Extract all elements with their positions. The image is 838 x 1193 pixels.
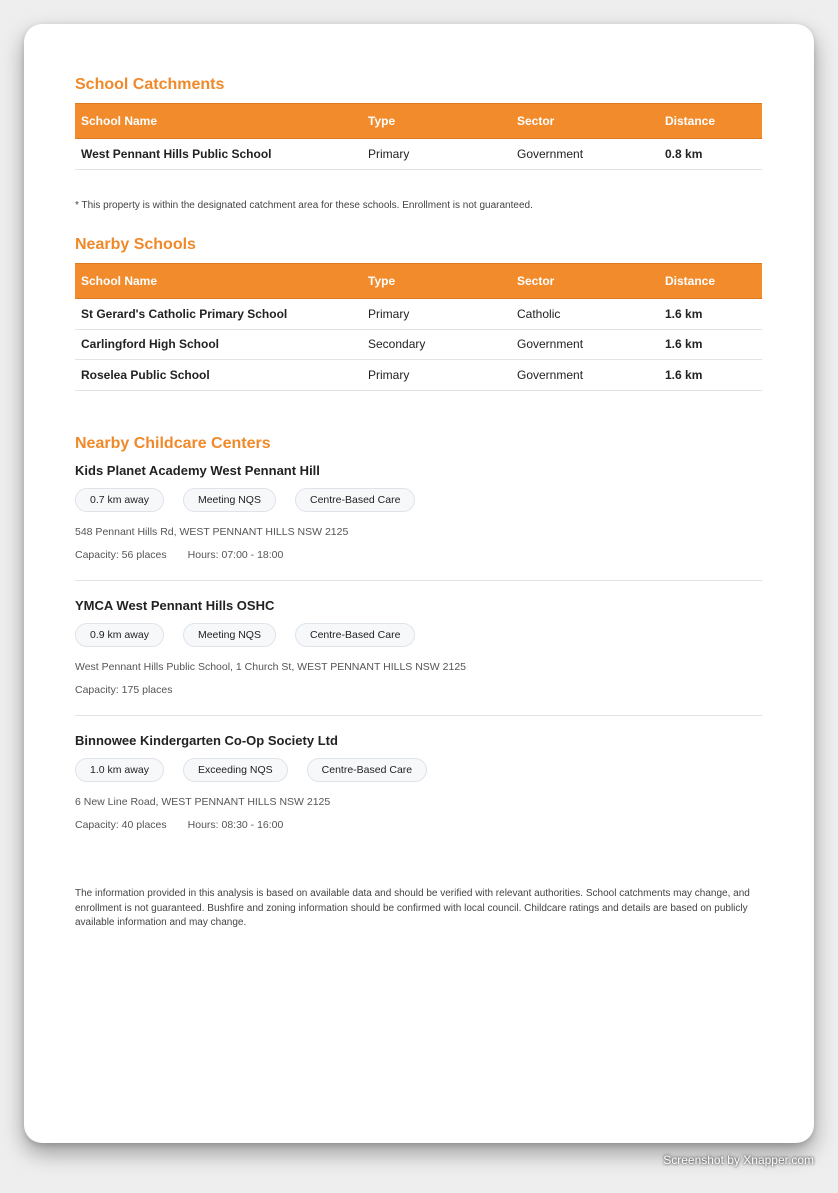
report-card: [24, 24, 814, 1143]
school-name-cell: West Pennant Hills Public School: [75, 139, 362, 170]
school-name-cell: Carlingford High School: [75, 329, 362, 360]
header-sector: Sector: [511, 104, 659, 139]
catchments-title: School Catchments: [75, 76, 225, 93]
header-type: Type: [362, 264, 511, 299]
header-school-name: School Name: [75, 264, 362, 299]
childcare-address: 6 New Line Road, WEST PENNANT HILLS NSW 2125: [75, 796, 331, 808]
school-type-cell: Secondary: [362, 329, 511, 360]
childcare-hours: Hours: 07:00 - 18:00: [187, 549, 284, 561]
school-distance-cell: 1.6 km: [659, 299, 762, 330]
childcare-center-name: Binnowee Kindergarten Co-Op Society Ltd: [75, 733, 338, 748]
school-name-cell: St Gerard's Catholic Primary School: [75, 299, 362, 330]
childcare-meta: [75, 819, 283, 831]
table-row: [75, 139, 762, 170]
childcare-capacity: Capacity: 40 places: [75, 819, 167, 831]
school-distance-cell: 0.8 km: [659, 139, 762, 170]
childcare-title: Nearby Childcare Centers: [75, 435, 271, 452]
distance-badge: 1.0 km away: [75, 758, 164, 782]
school-sector-cell: Government: [511, 360, 659, 391]
school-type-cell: Primary: [362, 139, 511, 170]
care-type-badge: Centre-Based Care: [295, 623, 415, 647]
disclaimer-text: The information provided in this analysis is based on available data and should be verified with relevant authorities. School catchments may change, and enrollment is not guaranteed. Bushfire and zoning information should be confirmed with local council. Childcare ratings and details are based on publicly available information and may change.: [75, 888, 750, 928]
school-sector-cell: Government: [511, 139, 659, 170]
childcare-capacity: Capacity: 175 places: [75, 684, 173, 696]
childcare-meta: [75, 549, 283, 561]
rating-badge: Meeting NQS: [183, 623, 276, 647]
childcare-center-name: YMCA West Pennant Hills OSHC: [75, 598, 275, 613]
childcare-meta: [75, 684, 172, 696]
care-type-badge: Centre-Based Care: [307, 758, 427, 782]
school-sector-cell: Government: [511, 329, 659, 360]
catchment-note: * This property is within the designated catchment area for these schools. Enrollment is not guaranteed.: [75, 200, 533, 211]
nearby-schools-table: [75, 263, 762, 391]
childcare-tags: [75, 488, 415, 512]
childcare-hours: Hours: 08:30 - 16:00: [187, 819, 284, 831]
childcare-address: 548 Pennant Hills Rd, WEST PENNANT HILLS NSW 2125: [75, 526, 349, 538]
care-type-badge: Centre-Based Care: [295, 488, 415, 512]
catchments-table: [75, 103, 762, 170]
header-school-name: School Name: [75, 104, 362, 139]
divider: [75, 580, 762, 581]
table-row: [75, 299, 762, 330]
childcare-capacity: Capacity: 56 places: [75, 549, 167, 561]
table-row: [75, 329, 762, 360]
school-type-cell: Primary: [362, 299, 511, 330]
header-distance: Distance: [659, 104, 762, 139]
header-distance: Distance: [659, 264, 762, 299]
header-type: Type: [362, 104, 511, 139]
distance-badge: 0.9 km away: [75, 623, 164, 647]
rating-badge: Exceeding NQS: [183, 758, 288, 782]
table-header-row: [75, 104, 762, 139]
school-sector-cell: Catholic: [511, 299, 659, 330]
distance-badge: 0.7 km away: [75, 488, 164, 512]
childcare-tags: [75, 758, 427, 782]
childcare-center-name: Kids Planet Academy West Pennant Hill: [75, 463, 320, 478]
watermark: Screenshot by Xnapper.com: [663, 1153, 814, 1167]
school-distance-cell: 1.6 km: [659, 329, 762, 360]
table-header-row: [75, 264, 762, 299]
school-name-cell: Roselea Public School: [75, 360, 362, 391]
childcare-address: West Pennant Hills Public School, 1 Church St, WEST PENNANT HILLS NSW 2125: [75, 661, 466, 673]
header-sector: Sector: [511, 264, 659, 299]
nearby-schools-title: Nearby Schools: [75, 236, 196, 253]
school-type-cell: Primary: [362, 360, 511, 391]
childcare-tags: [75, 623, 415, 647]
school-distance-cell: 1.6 km: [659, 360, 762, 391]
table-row: [75, 360, 762, 391]
divider: [75, 715, 762, 716]
rating-badge: Meeting NQS: [183, 488, 276, 512]
